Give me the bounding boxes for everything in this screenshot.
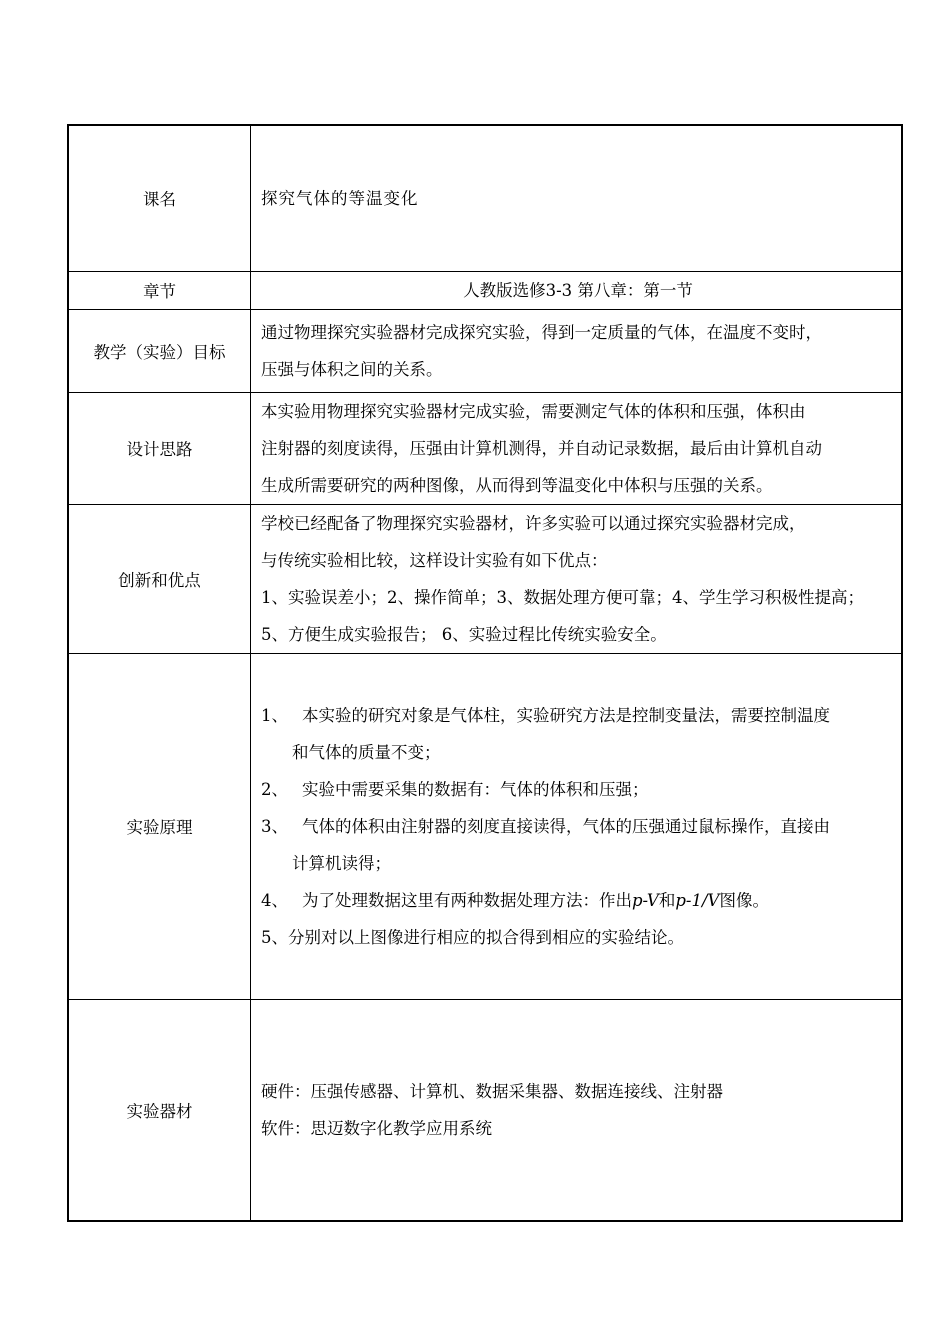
equipment-content xyxy=(251,999,903,1221)
innovation-line: 与传统实验相比较，这样设计实验有如下优点： xyxy=(261,550,608,570)
goal-line: 通过物理探究实验器材完成探究实验，得到一定质量的气体，在温度不变时， xyxy=(261,322,822,342)
design-line: 生成所需要研究的两种图像，从而得到等温变化中体积与压强的关系。 xyxy=(261,475,773,495)
item-text: 气体的体积由注射器的刻度直接读得，气体的压强通过鼠标操作，直接由 xyxy=(302,816,830,836)
lesson-plan-table xyxy=(67,124,903,1222)
item-number: 1、 xyxy=(261,705,288,725)
innovation-row xyxy=(68,504,902,653)
item-text: 和 xyxy=(658,890,676,910)
design-content xyxy=(251,392,903,504)
goal-label: 教学（实验）目标 xyxy=(68,309,251,392)
item-number: 4、 xyxy=(261,890,288,910)
chapter-label: 章节 xyxy=(68,271,251,309)
principle-label: 实验原理 xyxy=(68,653,251,999)
item-text: 图像。 xyxy=(719,890,769,910)
item-text: 为了处理数据这里有两种数据处理方法：作出 xyxy=(302,890,632,910)
item-number: 3、 xyxy=(261,816,288,836)
innovation-content xyxy=(251,504,903,653)
principle-item-continuation: 和气体的质量不变； xyxy=(292,742,441,762)
equipment-row xyxy=(68,999,902,1221)
principle-content xyxy=(251,653,903,999)
goal-line: 压强与体积之间的关系。 xyxy=(261,359,443,379)
equipment-line: 硬件：压强传感器、计算机、数据采集器、数据连接线、注射器 xyxy=(261,1081,723,1101)
pv-variable: p-V xyxy=(632,890,659,910)
design-line: 本实验用物理探究实验器材完成实验，需要测定气体的体积和压强，体积由 xyxy=(261,401,806,421)
innovation-line: 1、实验误差小；2、操作简单；3、数据处理方便可靠；4、学生学习积极性提高； xyxy=(261,587,864,607)
goal-row xyxy=(68,309,902,392)
innovation-label: 创新和优点 xyxy=(68,504,251,653)
principle-item xyxy=(261,771,895,808)
design-row xyxy=(68,392,902,504)
item-number: 2、 xyxy=(261,779,288,799)
item-text: 本实验的研究对象是气体柱，实验研究方法是控制变量法，需要控制温度 xyxy=(302,705,830,725)
principle-item xyxy=(261,882,895,919)
innovation-line: 学校已经配备了物理探究实验器材，许多实验可以通过探究实验器材完成， xyxy=(261,513,806,533)
principle-item xyxy=(261,697,895,734)
design-label: 设计思路 xyxy=(68,392,251,504)
chapter-value: 人教版选修3-3 第八章：第一节 xyxy=(251,271,903,309)
innovation-line: 5、方便生成实验报告； 6、实验过程比传统实验安全。 xyxy=(261,624,667,644)
equipment-label: 实验器材 xyxy=(68,999,251,1221)
item-text: 实验中需要采集的数据有：气体的体积和压强； xyxy=(302,779,649,799)
principle-row xyxy=(68,653,902,999)
design-line: 注射器的刻度读得，压强由计算机测得，并自动记录数据，最后由计算机自动 xyxy=(261,438,822,458)
course-label: 课名 xyxy=(68,125,251,271)
principle-item-continuation: 计算机读得； xyxy=(292,853,391,873)
principle-item: 5、分别对以上图像进行相应的拟合得到相应的实验结论。 xyxy=(261,927,684,947)
chapter-row xyxy=(68,271,902,309)
principle-item xyxy=(261,808,895,845)
course-row xyxy=(68,125,902,271)
course-title: 探究气体的等温变化 xyxy=(251,125,903,271)
p-inverse-v-variable: p-1/V xyxy=(675,890,720,910)
goal-content xyxy=(251,309,903,392)
equipment-line: 软件：思迈数字化教学应用系统 xyxy=(261,1118,492,1138)
